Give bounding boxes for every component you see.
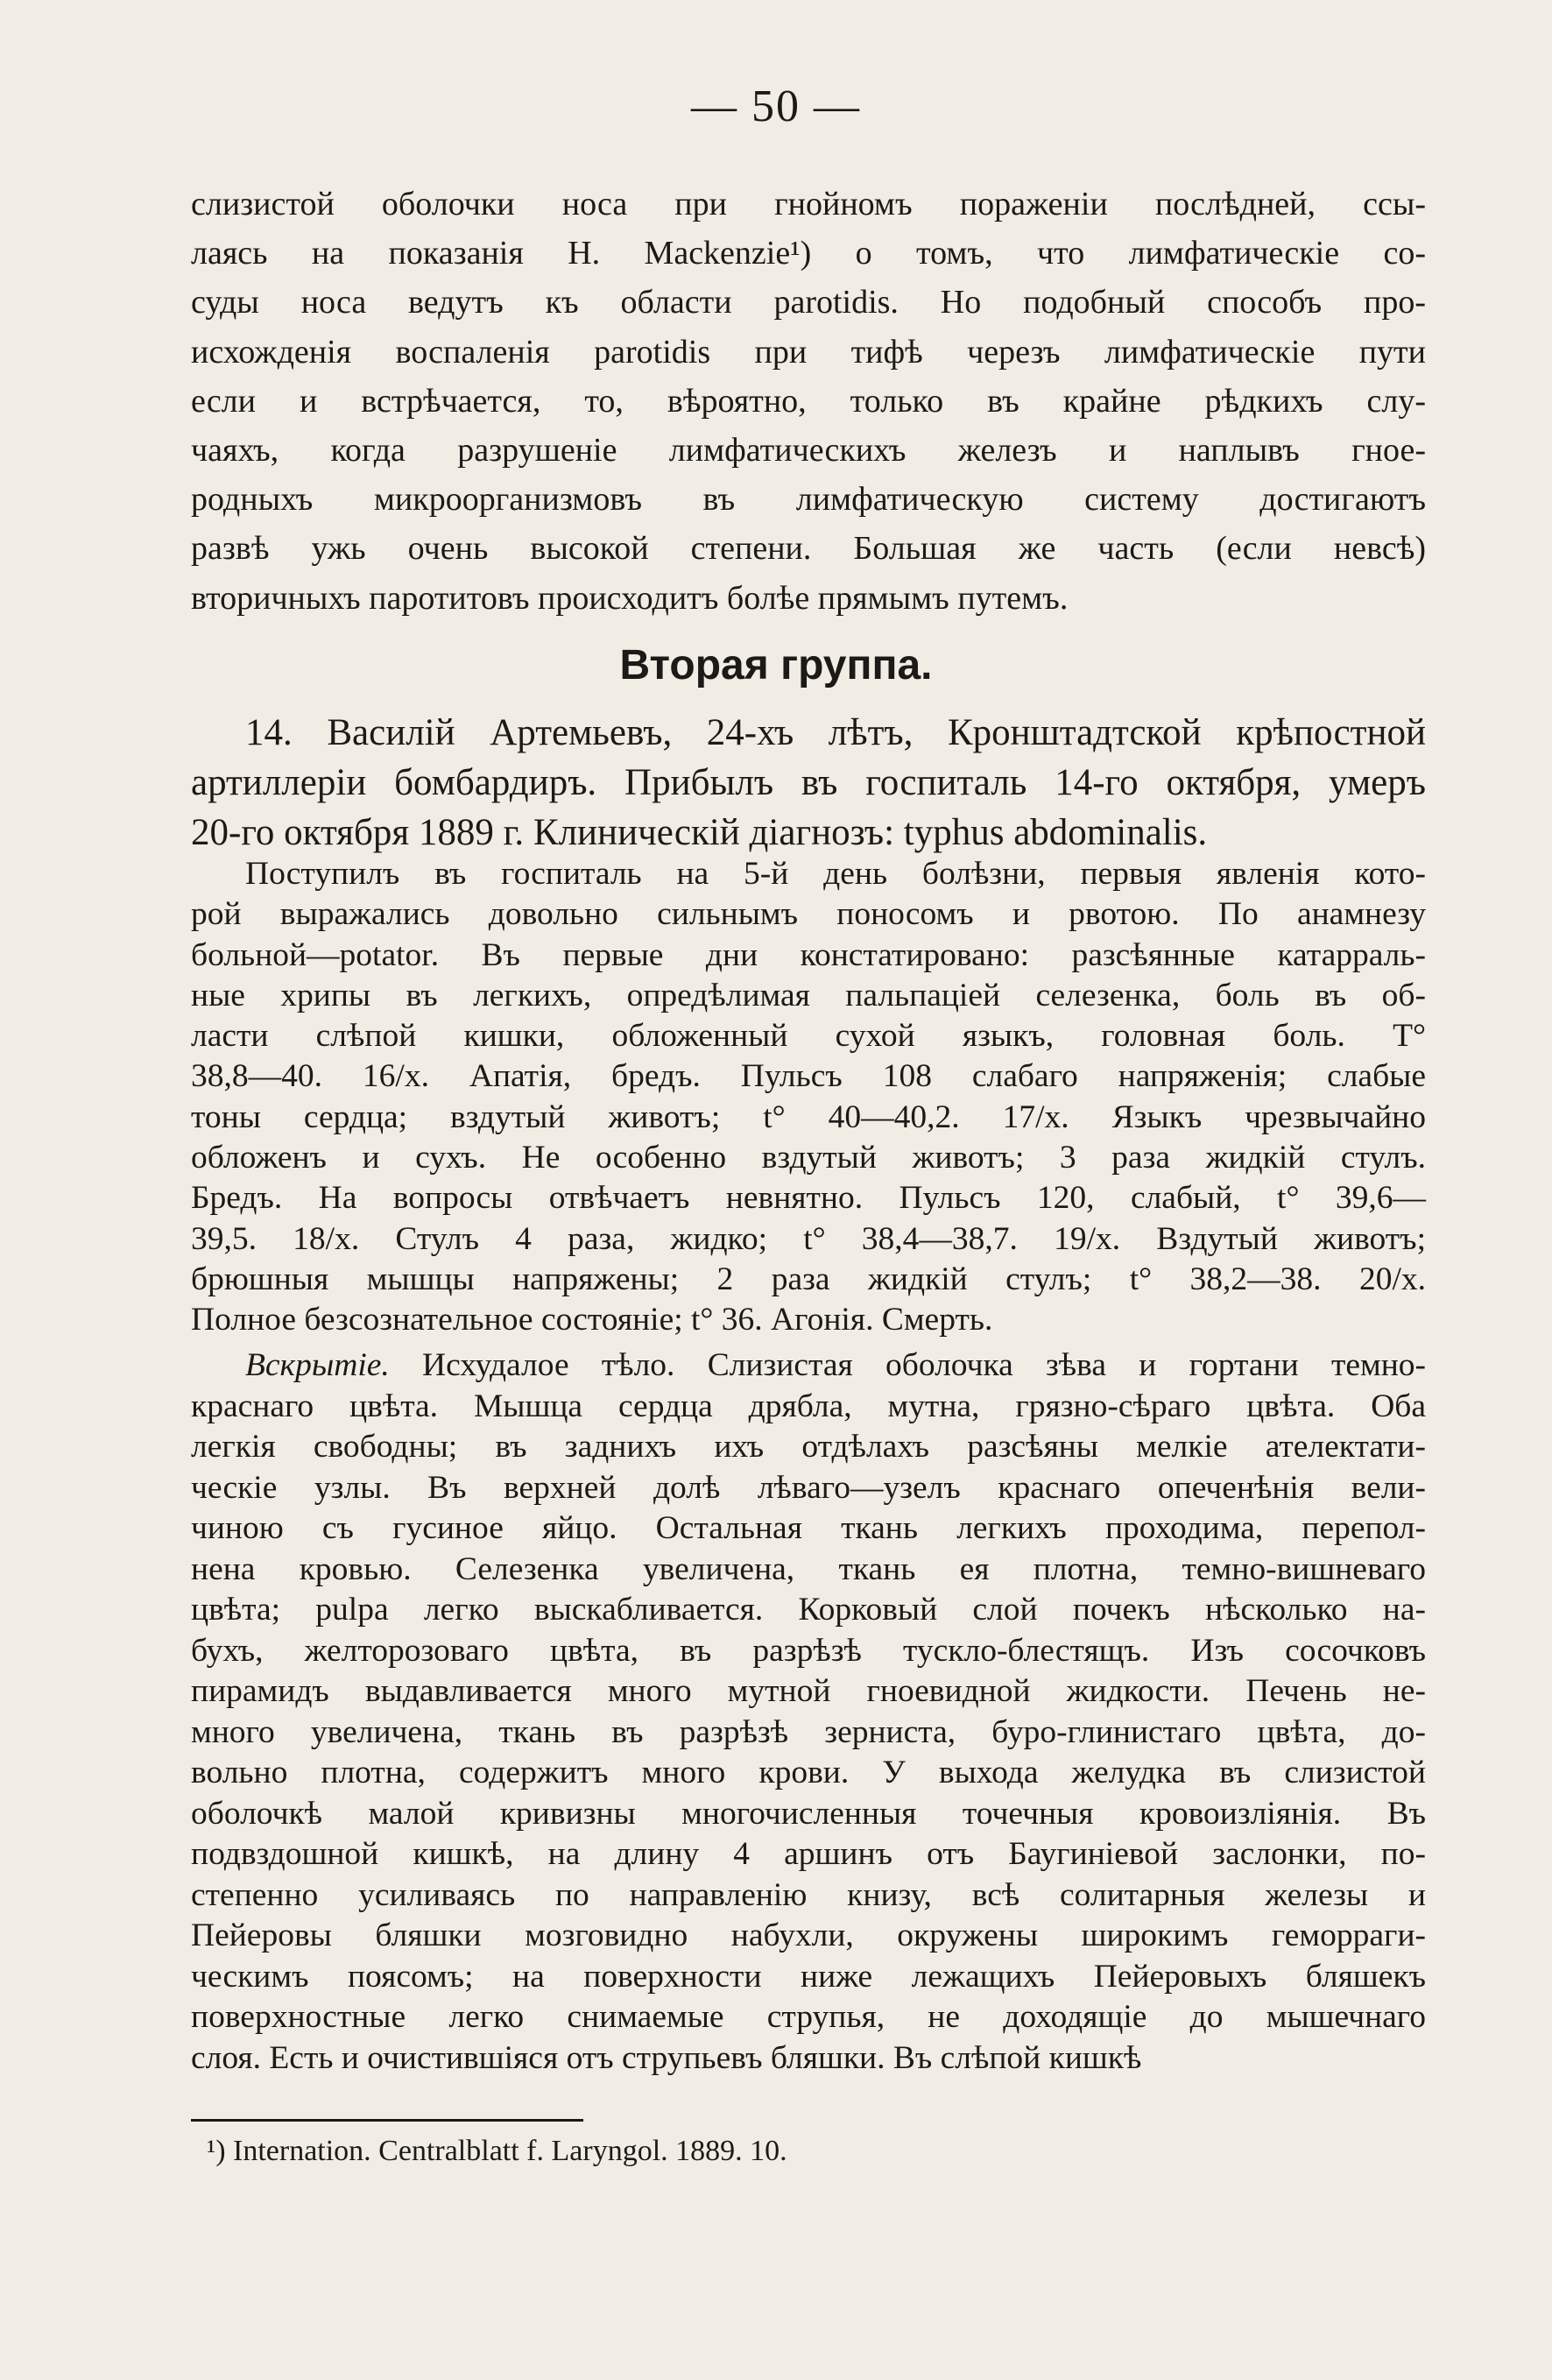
autopsy-first-line	[191, 1345, 1426, 1387]
autopsy-line: легкія свободны; въ заднихъ ихъ отдѣлахъ разсѣяны мелкіе ателектати-	[191, 1429, 1426, 1465]
footnote: ¹) Internation. Centralblatt f. Laryngol. 1889. 10.	[207, 2135, 787, 2167]
case-line: артиллеріи бомбардиръ. Прибылъ въ госпиталь 14-го октября, умеръ	[191, 762, 1426, 803]
autopsy-line: много увеличена, ткань въ разрѣзѣ зерниста, буро-глинистаго цвѣта, до-	[191, 1713, 1426, 1750]
case-header	[191, 708, 1426, 858]
intro-paragraph	[191, 180, 1426, 623]
case-line: 20-го октября 1889 г. Клиническій діагнозъ: typhus abdominalis.	[191, 812, 1208, 853]
intro-line: чаяхъ, когда разрушеніе лимфатическихъ железъ и наплывъ гное-	[191, 432, 1426, 470]
footnote-rule	[191, 2119, 583, 2122]
intro-line: если и встрѣчается, то, вѣроятно, только въ крайне рѣдкихъ слу-	[191, 382, 1426, 420]
autopsy-line: вольно плотна, содержитъ много крови. У выхода желудка въ слизистой	[191, 1755, 1426, 1790]
page-number: — 50 —	[691, 81, 861, 131]
history-line: Полное безсознательное состояніе; t° 36. Агонія. Смерть.	[191, 1302, 993, 1338]
history-line: тоны сердца; вздутый животъ; t° 40—40,2. 17/x. Языкъ чрезвычайно	[191, 1098, 1426, 1135]
section-heading: Вторая группа.	[619, 642, 933, 689]
history-line: 38,8—40. 16/x. Апатія, бредъ. Пульсъ 108 слабаго напряженія; слабые	[191, 1058, 1426, 1095]
autopsy-line: цвѣта; pulpa легко выскабливается. Корковый слой почекъ нѣсколько на-	[191, 1592, 1426, 1628]
autopsy-paragraph	[191, 1345, 1426, 2079]
autopsy-line: подвздошной кишкѣ, на длину 4 аршинъ отъ Баугиніевой заслонки, по-	[191, 1836, 1426, 1872]
autopsy-line: чиною съ гусиное яйцо. Остальная ткань легкихъ проходима, перепол-	[191, 1510, 1426, 1546]
history-line: рой выражались довольно сильнымъ поносомъ и рвотою. По анамнезу	[191, 896, 1426, 933]
intro-line: исхожденія воспаленія parotidis при тифѣ черезъ лимфатическіе пути	[191, 333, 1426, 371]
history-line: 39,5. 18/x. Стулъ 4 раза, жидко; t° 38,4—38,7. 19/x. Вздутый животъ;	[191, 1220, 1426, 1257]
autopsy-line: степенно усиливаясь по направленію книзу, всѣ солитарныя железы и	[191, 1876, 1426, 1913]
autopsy-line: оболочкѣ малой кривизны многочисленныя точечныя кровоизліянія. Въ	[191, 1795, 1426, 1832]
autopsy-line: ческимъ поясомъ; на поверхности ниже лежащихъ Пейеровыхъ бляшекъ	[191, 1958, 1426, 1995]
history-line: ласти слѣпой кишки, обложенный сухой языкъ, головная боль. T°	[191, 1018, 1426, 1055]
intro-line: лаясь на показанія H. Mackenzie¹) о томъ, что лимфатическіе со-	[191, 235, 1426, 272]
autopsy-line: ческіе узлы. Въ верхней долѣ лѣваго—узелъ краснаго опеченѣнія вели-	[191, 1469, 1426, 1506]
clinical-history-paragraph	[191, 854, 1426, 1341]
autopsy-line: нена кровью. Селезенка увеличена, ткань ея плотна, темно-вишневаго	[191, 1550, 1426, 1587]
history-line: Бредъ. На вопросы отвѣчаетъ невнятно. Пульсъ 120, слабый, t° 39,6—	[191, 1180, 1426, 1217]
intro-line: слизистой оболочки носа при гнойномъ пораженіи послѣдней, ссы-	[191, 186, 1426, 222]
history-line: брюшныя мышцы напряжены; 2 раза жидкій стулъ; t° 38,2—38. 20/x.	[191, 1261, 1426, 1297]
autopsy-line: Пейеровы бляшки мозговидно набухли, окружены широкимъ геморраги-	[191, 1917, 1426, 1953]
history-line: обложенъ и сухъ. Не особенно вздутый животъ; 3 раза жидкій стулъ.	[191, 1140, 1426, 1176]
intro-line: суды носа ведутъ къ области parotidis. Но подобный способъ про-	[191, 284, 1426, 321]
autopsy-line: краснаго цвѣта. Мышца сердца дрябла, мутна, грязно-сѣраго цвѣта. Оба	[191, 1388, 1426, 1424]
autopsy-line: слоя. Есть и очистившіяся отъ струпьевъ бляшки. Въ слѣпой кишкѣ	[191, 2039, 1142, 2076]
autopsy-line: пирамидъ выдавливается много мутной гноевидной жидкости. Печень не-	[191, 1673, 1426, 1709]
autopsy-lead: Вскрытіе.	[245, 1347, 390, 1383]
intro-line: родныхъ микроорганизмовъ въ лимфатическую систему достигаютъ	[191, 481, 1426, 519]
history-line: больной—potator. Въ первые дни констатировано: разсѣянные катарраль-	[191, 936, 1426, 973]
intro-line: вторичныхъ паротитовъ происходитъ болѣе прямымъ путемъ.	[191, 579, 1069, 617]
autopsy-line: поверхностные легко снимаемые струпья, не доходящіе до мышечнаго	[191, 1999, 1426, 2035]
intro-line: развѣ ужь очень высокой степени. Большая же часть (если невсѣ)	[191, 530, 1426, 568]
autopsy-first-line-text: Исхудалое тѣло. Слизистая оболочка зѣва и гортани темно-	[422, 1347, 1427, 1383]
history-line: Поступилъ въ госпиталь на 5-й день болѣзни, первыя явленія кото-	[245, 856, 1426, 892]
history-line: ные хрипы въ легкихъ, опредѣлимая пальпаціей селезенка, боль въ об-	[191, 977, 1426, 1013]
case-line: 14. Василій Артемьевъ, 24-хъ лѣтъ, Кронштадтской крѣпостной	[245, 712, 1426, 753]
autopsy-line: бухъ, желторозоваго цвѣта, въ разрѣзѣ тускло-блестящъ. Изъ сосочковъ	[191, 1632, 1426, 1669]
